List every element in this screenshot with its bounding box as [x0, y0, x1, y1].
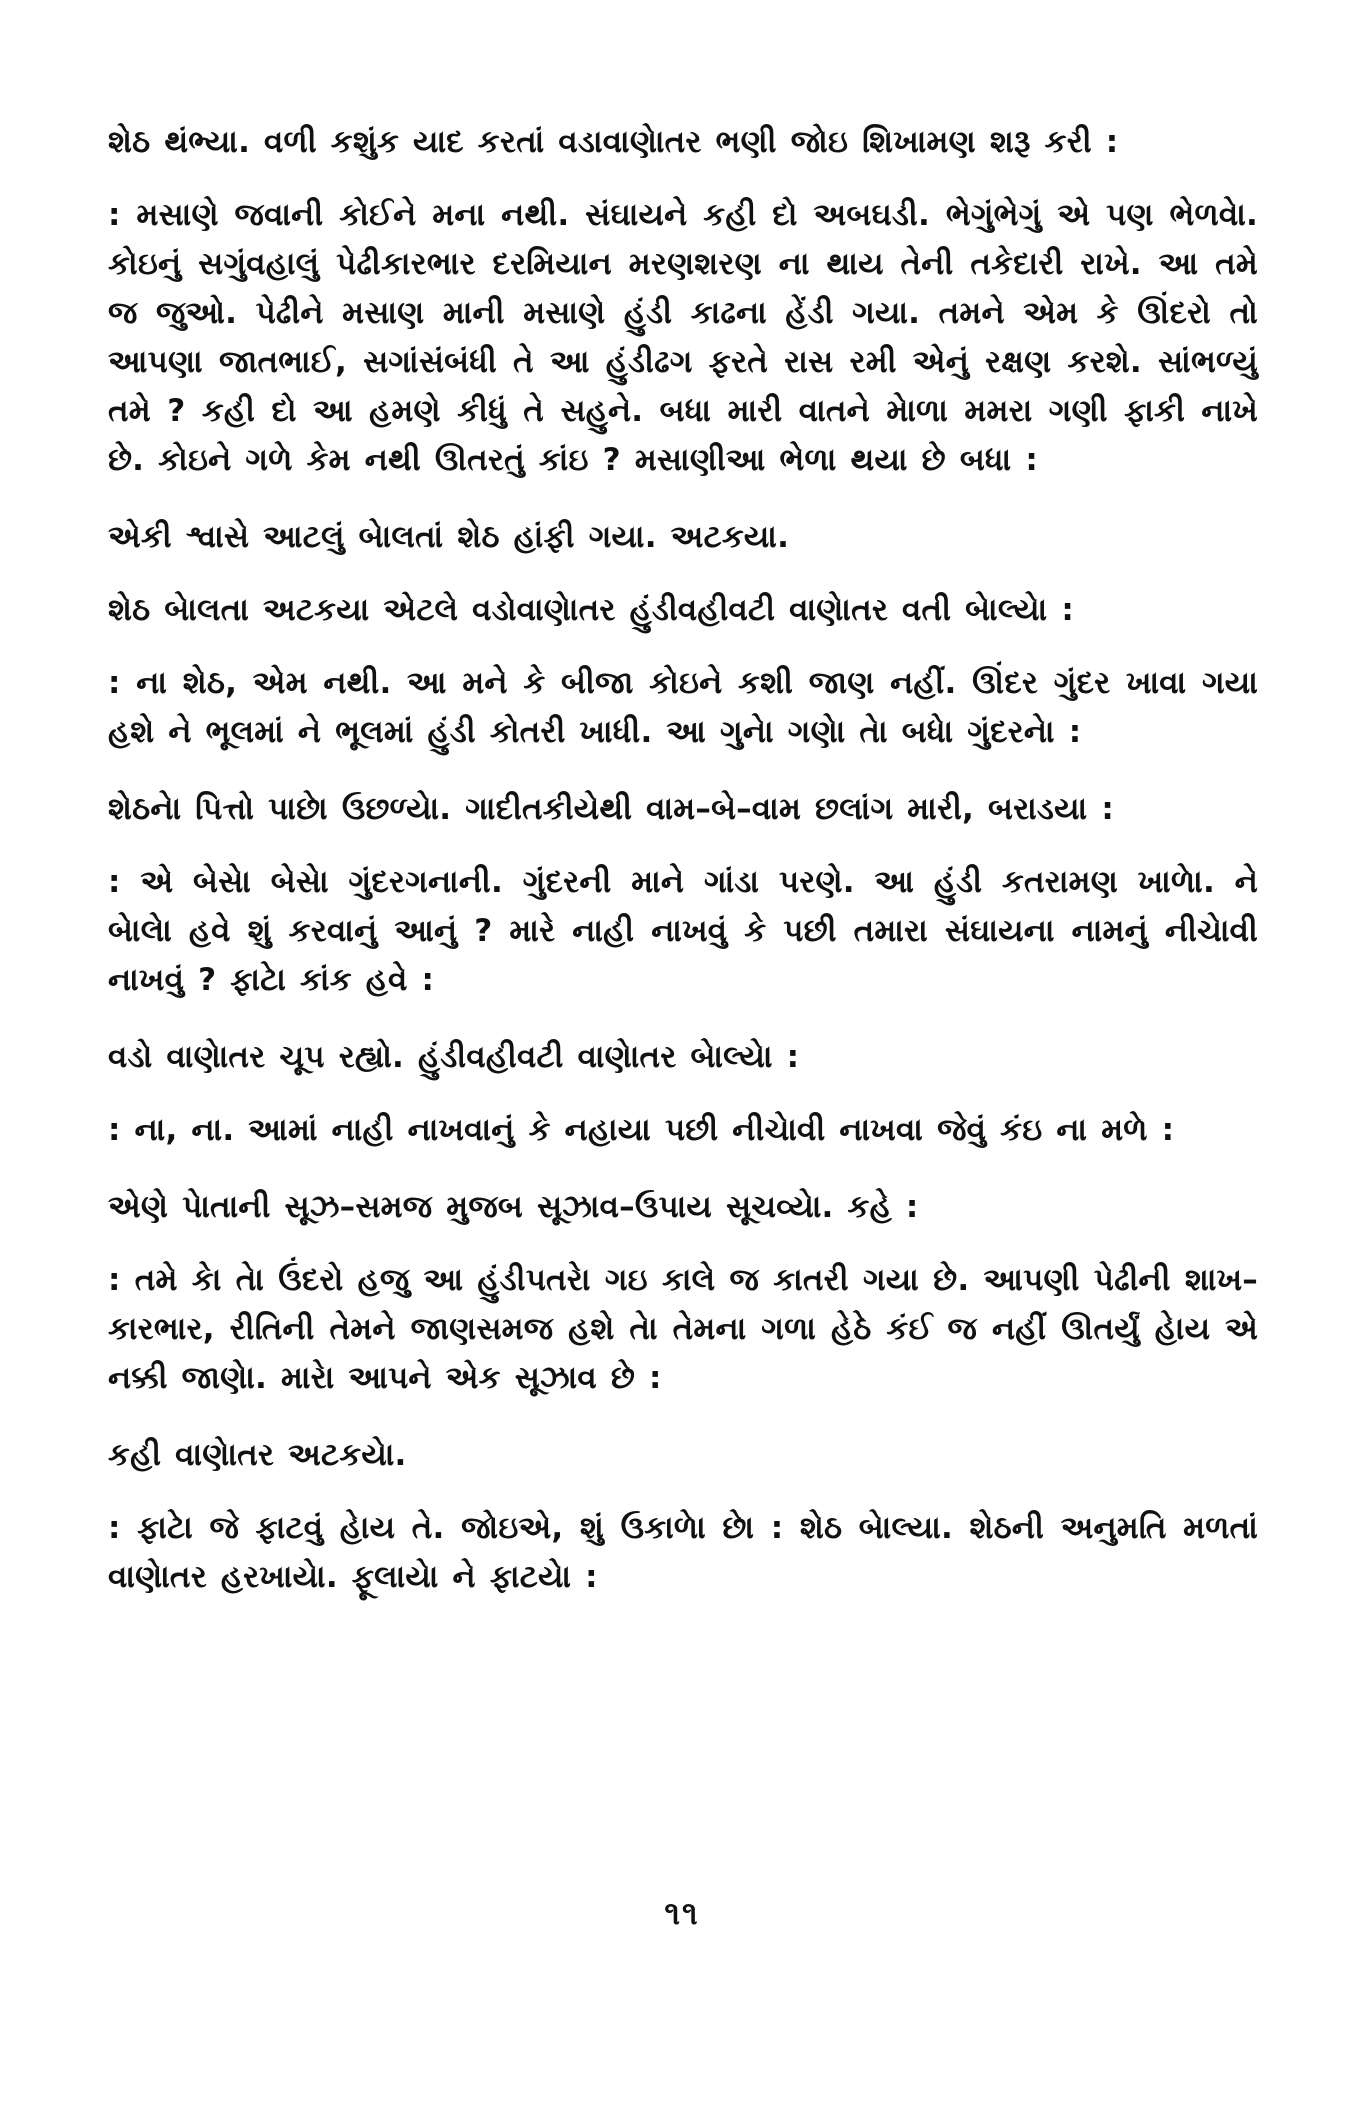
- paragraph-7: : એ બેસેા બેસેા ગુંદરગનાની. ગુંદરની માને ગાંડા પરણે. આ હુંડી કતરામણ ખાળેા. ને બેાલેા હવે શું કરવાનું આનું ? મારે નાહી નાખવું કે પછી તમારા સંઘાયના નામનું નીચેાવી નાખવું ? ફાટેા કાંક હવે :: [108, 864, 1258, 998]
- paragraph-6: શેઠનેા પિત્તો પાછેા ઉછળ્યેા. ગાદીતકીયેથી વામ–બે–વામ છલાંગ મારી, બરાડયા :: [108, 791, 1114, 827]
- page-body: [108, 118, 1258, 1630]
- paragraph-10: એણે પેાતાની સૂઝ–સમજ મુજબ સૂઝાવ–ઉપાય સૂચવ્યેા. કહે :: [108, 1189, 919, 1225]
- paragraph-2: : મસાણે જવાની કોઈને મના નથી. સંઘાયને કહી દો અબઘડી. ભેગુંભેગું એ પણ ભેળવેા. કોઇનું સગુંવહાલું પેઢીકારભાર દરમિયાન મરણશરણ ના થાય તેની તકેદારી રાખે. આ તમે જ જુઓ. પેઢીને મસાણ માની મસાણે હુંડી કાઢના હેંડી ગયા. તમને એમ કે ઊંદરો તો આપણા જાતભાઈ, સગાંસંબંધી તે આ હુંડીઢગ ફરતે રાસ રમી એનું રક્ષણ કરશે. સાંભળ્યું તમે ? કહી દો આ હમણે કીધું તે સહુને. બધા મારી વાતને મેાળા મમરા ગણી ફાકી નાખે છે. કોઇને ગળે કેમ નથી ઊતરતું કાંઇ ? મસાણીઆ ભેળા થયા છે બધા :: [108, 197, 1258, 478]
- paragraph-13: : ફાટેા જે ફાટવું હેાય તે. જોઇએ, શું ઉકાળેા છેા : શેઠ બેાલ્યા. શેઠની અનુમતિ મળતાં વાણેાતર હરખાયેા. ફૂલાયેા ને ફાટયેા :: [108, 1510, 1258, 1595]
- paragraph-11: : તમે કેા તેા ઉંદરો હજુ આ હુંડીપતરેા ગઇ કાલે જ કાતરી ગયા છે. આપણી પેઢીની શાખ–કારભાર, રીતિની તેમને જાણસમજ હશે તેા તેમના ગળા હેઠે કંઈ જ નહીં ઊતર્યું હેાય એ નક્કી જાણેા. મારેા આપને એક સૂઝાવ છે :: [108, 1262, 1258, 1396]
- paragraph-3: એકી શ્વાસે આટલું બેાલતાં શેઠ હાંફી ગયા. અટકયા.: [108, 519, 790, 555]
- paragraph-1: શેઠ થંભ્યા. વળી કશુંક યાદ કરતાં વડાવાણેાતર ભણી જોઇ શિખામણ શરૂ કરી :: [108, 124, 1119, 160]
- paragraph-4: શેઠ બેાલતા અટકયા એટલે વડોવાણેાતર હુંડીવહીવટી વાણેાતર વતી બેાલ્યેા :: [108, 592, 1074, 628]
- paragraph-12: કહી વાણેાતર અટકયેા.: [108, 1437, 407, 1473]
- page-number: ૧૧: [664, 1894, 700, 1932]
- paragraph-8: વડો વાણેાતર ચૂપ રહ્યો. હુંડીવહીવટી વાણેાતર બેાલ્યેા :: [108, 1039, 800, 1075]
- paragraph-9: : ના, ના. આમાં નાહી નાખવાનું કે નહાયા પછી નીચેાવી નાખવા જેવું કંઇ ના મળે :: [108, 1112, 1175, 1148]
- paragraph-5: : ના શેઠ, એમ નથી. આ મને કે બીજા કોઇને કશી જાણ નહીં. ઊંદર ગુંદર ખાવા ગયા હશે ને ભૂલમાં ને ભૂલમાં હુંડી કોતરી ખાધી. આ ગુનેા ગણેા તેા બધેા ગુંદરનેા :: [108, 665, 1258, 750]
